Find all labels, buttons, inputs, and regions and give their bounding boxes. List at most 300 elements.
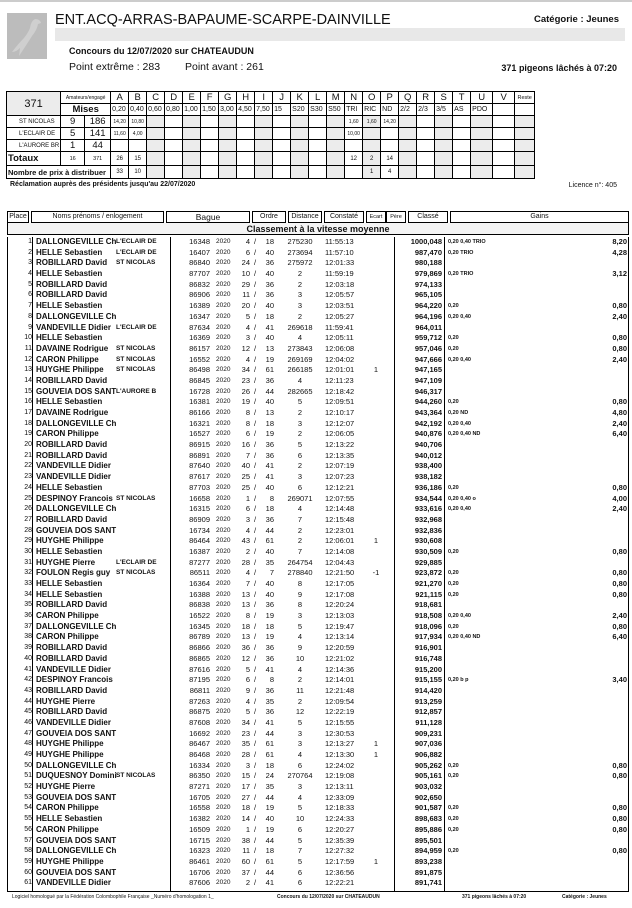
cell-const: 12:04:43	[325, 557, 355, 567]
cell-bague: 87606	[189, 878, 210, 888]
cell-classe: 903,032	[414, 782, 442, 792]
cell-name: DALLONGEVILLE Ch	[36, 311, 117, 321]
cell-dist: 4	[297, 792, 303, 802]
cell-bague: 86840	[189, 258, 210, 268]
cell-bague: 16347	[189, 311, 210, 321]
ordre-separator: /	[254, 782, 257, 792]
column-n: N	[345, 92, 363, 104]
cell-name: HUYGHE Pierre	[36, 696, 96, 706]
cell-ord2: 40	[265, 546, 274, 556]
cell-gain: 0,80	[612, 621, 627, 631]
cell-year: 2020	[216, 547, 231, 555]
totals-value	[453, 152, 471, 166]
cell-ord1: 29	[241, 279, 250, 289]
prix-value	[345, 166, 363, 179]
ordre-separator: /	[254, 728, 257, 738]
cell-const: 12:30:53	[325, 728, 355, 738]
cell-dist: 3	[297, 290, 303, 300]
cell-name: VANDEVILLE Didier	[36, 472, 111, 482]
cell-ord1: 27	[241, 792, 250, 802]
table-row	[8, 761, 628, 772]
header-ecart: Ecart	[366, 211, 386, 223]
club-value	[417, 116, 435, 128]
cell-year: 2020	[216, 302, 231, 310]
cell-const: 12:13:27	[325, 739, 355, 749]
ordre-separator: /	[254, 803, 257, 813]
cell-ord2: 44	[265, 728, 274, 738]
club-value	[327, 116, 345, 128]
cell-ord1: 12	[241, 343, 250, 353]
prix-value	[147, 166, 165, 179]
table-row	[8, 440, 628, 451]
cell-ord1: 5	[245, 707, 250, 717]
cell-name: ROBILLARD David	[36, 600, 108, 610]
cell-dist: 5	[297, 856, 303, 866]
cell-year: 2020	[216, 601, 231, 609]
cell-classe: 893,238	[414, 856, 442, 866]
cell-bague: 16388	[189, 589, 210, 599]
ordre-separator: /	[254, 279, 257, 289]
cell-dist: 2	[297, 429, 303, 439]
cell-dist: 273843	[287, 343, 313, 353]
cell-dist: 2	[297, 525, 303, 535]
cell-const: 12:17:08	[325, 589, 355, 599]
cell-const: 12:18:42	[325, 386, 355, 396]
cell-place: 23	[24, 473, 32, 481]
club-value: 11,60	[111, 128, 129, 140]
cell-ord2: 36	[265, 375, 274, 385]
cell-gain: 2,40	[612, 504, 627, 514]
header-constate: Constaté	[324, 211, 364, 223]
cell-place: 55	[24, 815, 32, 823]
cell-ord2: 35	[265, 557, 274, 567]
ordre-separator: /	[254, 386, 257, 396]
cell-ord1: 7	[245, 579, 250, 588]
column-d: D	[165, 92, 183, 104]
ordre-separator: /	[254, 450, 257, 460]
cell-ord1: 10	[241, 269, 250, 279]
cell-ord1: 7	[245, 450, 250, 460]
cell-year: 2020	[216, 622, 231, 630]
cell-place: 11	[24, 344, 32, 352]
cell-name: DAVAINE Rodrigue	[36, 343, 109, 353]
cell-ord2: 44	[265, 835, 274, 845]
club-value	[515, 116, 535, 128]
cell-place: 4	[28, 270, 32, 278]
cell-classe: 929,885	[414, 557, 442, 567]
club-value	[493, 140, 515, 152]
column-b: B	[129, 92, 147, 104]
cell-dist: 9	[297, 589, 303, 599]
cell-ord2: 61	[265, 750, 274, 759]
prix-value	[453, 166, 471, 179]
cell-dist: 9	[297, 643, 303, 653]
cell-ord1: 20	[241, 301, 250, 311]
table-row	[8, 793, 628, 804]
cell-year: 2020	[216, 419, 231, 427]
cell-year: 2020	[216, 505, 231, 513]
cell-year: 2020	[216, 323, 231, 331]
ordre-separator: /	[254, 311, 257, 321]
cell-dist: 2	[297, 311, 303, 321]
cell-name: DESPINOY Francois	[36, 675, 113, 685]
cell-gain: 0,80	[612, 814, 627, 824]
ordre-separator: /	[254, 835, 257, 845]
cell-place: 30	[24, 547, 32, 555]
cell-name: ROBILLARD David	[36, 290, 108, 300]
ordre-separator: /	[254, 557, 257, 567]
cell-name: HELLE Sebastien	[36, 482, 103, 492]
cell-ord1: 13	[241, 632, 250, 642]
club-value	[183, 140, 201, 152]
mise-value: PDO	[471, 104, 493, 116]
cell-year: 2020	[216, 515, 231, 523]
cell-club: ST NICOLAS	[116, 259, 156, 267]
cell-ord1: 6	[245, 504, 250, 514]
cell-bague: 86166	[189, 408, 210, 417]
cell-dist: 4	[297, 632, 303, 642]
totals-value	[219, 152, 237, 166]
cell-gain: 3,12	[612, 269, 627, 279]
club-value	[453, 128, 471, 140]
cell-const: 12:01:33	[325, 258, 355, 268]
cell-classe: 916,748	[414, 653, 442, 663]
cell-place: 46	[24, 718, 32, 726]
column-u: U	[471, 92, 493, 104]
cell-ord2: 40	[265, 301, 274, 311]
cell-classe: 932,968	[414, 514, 442, 524]
club-value	[399, 128, 417, 140]
cell-dist: 11	[296, 685, 304, 695]
cell-classe: 965,105	[414, 290, 442, 300]
cell-gain: 0,80	[612, 482, 627, 492]
cell-const: 12:01:01	[325, 365, 355, 375]
table-row	[8, 686, 628, 697]
cell-dist: 269618	[287, 322, 313, 332]
column-s: S	[435, 92, 453, 104]
cell-name: HUYGHE Philippe	[36, 750, 104, 759]
cell-classe: 947,109	[414, 375, 442, 385]
cell-year: 2020	[216, 355, 231, 363]
cell-bague: 86498	[189, 365, 210, 375]
cell-place: 52	[24, 783, 32, 791]
table-row	[8, 632, 628, 643]
club-value	[237, 140, 255, 152]
totals-value: 26	[111, 152, 129, 166]
cell-dist: 275230	[287, 237, 313, 246]
cell-bague: 16658	[189, 493, 210, 503]
table-row	[8, 248, 628, 259]
cell-place: 10	[24, 334, 32, 342]
cell-dist: 282665	[287, 386, 313, 396]
cell-const: 12:20:24	[325, 600, 355, 610]
cell-year: 2020	[216, 783, 231, 791]
cell-year: 2020	[216, 676, 231, 684]
cell-place: 61	[24, 879, 32, 887]
cell-classe: 921,270	[414, 579, 442, 588]
cell-name: ROBILLARD David	[36, 653, 108, 663]
totals-engages: 371	[85, 152, 111, 166]
table-row	[8, 526, 628, 537]
ordre-separator: /	[254, 824, 257, 834]
cell-gcodes: 0,20 0,40 TRIO	[448, 239, 486, 245]
cell-place: 28	[24, 526, 32, 534]
header-classe: Classé	[408, 211, 448, 223]
cell-bague: 87616	[189, 664, 210, 674]
totals-value	[471, 152, 493, 166]
table-row	[8, 419, 628, 430]
table-row	[8, 365, 628, 376]
cell-place: 51	[24, 772, 32, 780]
cell-ord1: 9	[245, 685, 250, 695]
cell-name: DALLONGEVILLE Ch	[36, 760, 117, 770]
footer-software: Logiciel homologué par la Fédération Colombophile Française _Numéro d'homologation 1_	[12, 894, 214, 900]
cell-place: 20	[24, 441, 32, 449]
cell-dist: 8	[297, 579, 303, 588]
category-label: Catégorie : Jeunes	[534, 14, 619, 25]
cell-bague: 16381	[189, 397, 210, 407]
cell-gcodes: 0,20 0,40 o	[448, 495, 476, 502]
cell-const: 12:13:35	[325, 450, 355, 460]
total-engaged: 371	[7, 92, 61, 116]
cell-ord2: 18	[265, 760, 274, 770]
cell-classe: 946,317	[414, 386, 442, 396]
cell-const: 12:21:02	[325, 653, 355, 663]
cell-ord2: 36	[265, 685, 274, 695]
cell-place: 19	[24, 430, 32, 438]
mise-value: 4,50	[237, 104, 255, 116]
prix-value	[471, 166, 493, 179]
mise-value: 0,60	[147, 104, 165, 116]
club-value	[493, 116, 515, 128]
cell-year: 2020	[216, 868, 231, 876]
cell-name: HELLE Sebastien	[36, 546, 103, 556]
cell-dist: 2	[297, 408, 303, 417]
table-row	[8, 654, 628, 665]
ordre-separator: /	[254, 760, 257, 770]
cell-year: 2020	[216, 761, 231, 769]
club-value	[381, 140, 399, 152]
cell-ecart: 1	[373, 739, 379, 749]
table-row	[8, 814, 628, 825]
cell-const: 11:59:19	[325, 269, 354, 279]
results-table	[7, 237, 629, 892]
club-name: L'ECLAIR DE	[7, 128, 61, 140]
club-amateurs: 9	[61, 116, 85, 128]
cell-gcodes: 0,20	[448, 591, 459, 598]
cell-place: 44	[24, 697, 32, 705]
cell-bague: 16369	[189, 333, 210, 343]
club-value	[111, 140, 129, 152]
cell-bague: 86909	[189, 514, 210, 524]
cell-name: HELLE Sebastien	[36, 397, 103, 407]
table-row	[8, 771, 628, 782]
cell-classe: 901,587	[414, 803, 442, 813]
table-row	[8, 558, 628, 569]
club-value	[435, 116, 453, 128]
cell-classe: 907,036	[414, 739, 442, 749]
cell-gcodes: 0,20 TRIO	[448, 249, 474, 256]
cell-place: 54	[24, 804, 32, 812]
cell-bague: 16734	[189, 525, 210, 535]
cell-year: 2020	[216, 569, 231, 577]
cell-classe: 933,616	[414, 504, 442, 514]
totals-value	[515, 152, 535, 166]
cell-year: 2020	[216, 612, 231, 620]
cell-gcodes: 0,20	[448, 805, 459, 812]
club-value	[417, 140, 435, 152]
cell-bague: 16389	[189, 301, 210, 311]
cell-ord2: 41	[265, 664, 274, 674]
mise-value: 1,00	[183, 104, 201, 116]
cell-dist: 278840	[287, 568, 313, 578]
club-value	[471, 128, 493, 140]
cell-const: 12:03:18	[325, 279, 355, 289]
cell-dist: 10	[295, 653, 305, 663]
cell-name: GOUVEIA DOS SANT	[36, 835, 117, 845]
club-value: 1,60	[345, 116, 363, 128]
cell-ord1: 5	[245, 664, 250, 674]
cell-gcodes: 0,20	[448, 816, 459, 823]
table-row	[8, 878, 628, 889]
totals-value	[327, 152, 345, 166]
cell-place: 50	[24, 761, 32, 769]
cell-bague: 86789	[189, 632, 210, 642]
cell-year: 2020	[216, 857, 231, 865]
ordre-separator: /	[254, 322, 257, 332]
cell-bague: 16692	[189, 728, 210, 738]
cell-ord2: 40	[265, 589, 274, 599]
cell-const: 12:06:05	[325, 429, 355, 439]
results-section	[7, 211, 629, 892]
cell-classe: 917,934	[414, 632, 442, 642]
totals-value	[201, 152, 219, 166]
cell-dist: 4	[297, 664, 303, 674]
cell-ord2: 61	[265, 365, 274, 375]
cell-const: 12:14:01	[325, 675, 355, 685]
cell-year: 2020	[216, 259, 231, 267]
cell-place: 1	[28, 238, 32, 245]
header-ordre: Ordre	[252, 211, 286, 223]
cell-ord2: 44	[265, 525, 274, 535]
cell-ecart: -1	[372, 568, 380, 578]
club-engages: 186	[85, 116, 111, 128]
prix-value	[219, 166, 237, 179]
cell-year: 2020	[216, 526, 231, 534]
cell-name: DALLONGEVILLE Ch	[36, 846, 117, 856]
cell-ord1: 28	[241, 750, 250, 759]
totals-value: 12	[345, 152, 363, 166]
table-row	[8, 803, 628, 814]
cell-bague: 86875	[189, 707, 210, 717]
cell-bague: 16558	[189, 803, 210, 813]
table-row	[8, 857, 628, 868]
cell-club: ST NICOLAS	[116, 366, 156, 374]
cell-place: 37	[24, 622, 32, 630]
cell-bague: 87263	[189, 696, 210, 706]
club-value	[273, 128, 291, 140]
cell-year: 2020	[216, 633, 231, 641]
cell-year: 2020	[216, 441, 231, 449]
cell-classe: 957,046	[414, 343, 442, 353]
mise-value: AS	[453, 104, 471, 116]
licence-number: Licence n°: 405	[568, 182, 617, 189]
club-value	[201, 128, 219, 140]
cell-classe: 979,869	[414, 269, 442, 279]
cell-year: 2020	[216, 558, 231, 566]
cell-name: DALLONGEVILLE Ch	[36, 237, 117, 246]
cell-classe: 930,608	[414, 536, 442, 546]
cell-dist: 3	[297, 301, 303, 311]
cell-gain: 0,80	[612, 760, 627, 770]
cell-bague: 86157	[189, 343, 210, 353]
cell-dist: 2	[297, 269, 303, 279]
cell-name: CARON Philippe	[36, 429, 99, 439]
prix-value	[237, 166, 255, 179]
cell-classe: 921,115	[415, 589, 442, 599]
cell-classe: 891,741	[414, 878, 442, 888]
cell-year: 2020	[216, 537, 231, 545]
cell-const: 12:07:19	[325, 461, 355, 471]
cell-gain: 3,40	[612, 675, 627, 685]
cell-const: 12:21:50	[325, 568, 355, 578]
cell-place: 39	[24, 644, 32, 652]
cell-gain: 6,40	[612, 429, 627, 439]
cell-year: 2020	[216, 483, 231, 491]
cell-ord1: 1	[245, 824, 250, 834]
cell-const: 12:14:48	[325, 504, 355, 514]
cell-classe: 1000,048	[410, 237, 442, 246]
cell-classe: 947,666	[414, 354, 442, 364]
ordre-separator: /	[254, 675, 257, 685]
cell-year: 2020	[216, 280, 231, 288]
prix-value	[515, 166, 535, 179]
mise-value: S50	[327, 104, 345, 116]
cell-ord2: 36	[265, 643, 274, 653]
cell-classe: 940,012	[414, 450, 442, 460]
cell-place: 31	[24, 558, 32, 566]
cell-bague: 87608	[189, 717, 210, 727]
cell-place: 22	[24, 462, 32, 470]
cell-const: 12:22:19	[325, 707, 355, 717]
cell-ord1: 40	[241, 461, 250, 471]
cell-ord2: 18	[265, 504, 274, 514]
cell-place: 7	[28, 302, 32, 310]
cell-name: VANDEVILLE Didier	[36, 878, 111, 888]
cell-year: 2020	[216, 376, 231, 384]
prix-value	[183, 166, 201, 179]
cell-place: 45	[24, 708, 32, 716]
cell-classe: 974,133	[414, 279, 442, 289]
cell-ord2: 40	[265, 579, 274, 588]
cell-ord1: 25	[241, 472, 250, 482]
header-bar	[55, 28, 625, 41]
cell-ord1: 5	[245, 311, 250, 321]
cell-ord1: 3	[245, 333, 250, 343]
cell-year: 2020	[216, 718, 231, 726]
totals-amateurs: 16	[61, 152, 85, 166]
cell-classe: 918,681	[414, 600, 442, 610]
cell-ord1: 6	[245, 675, 250, 685]
cell-classe: 918,096	[414, 621, 442, 631]
cell-year: 2020	[216, 366, 231, 374]
cell-gcodes: 0,20	[448, 762, 459, 769]
column-h: H	[237, 92, 255, 104]
cell-dist: 5	[297, 717, 303, 727]
cell-year: 2020	[216, 248, 231, 256]
cell-ord1: 6	[245, 429, 250, 439]
section-title: Classement à la vitesse moyenne	[7, 223, 629, 235]
